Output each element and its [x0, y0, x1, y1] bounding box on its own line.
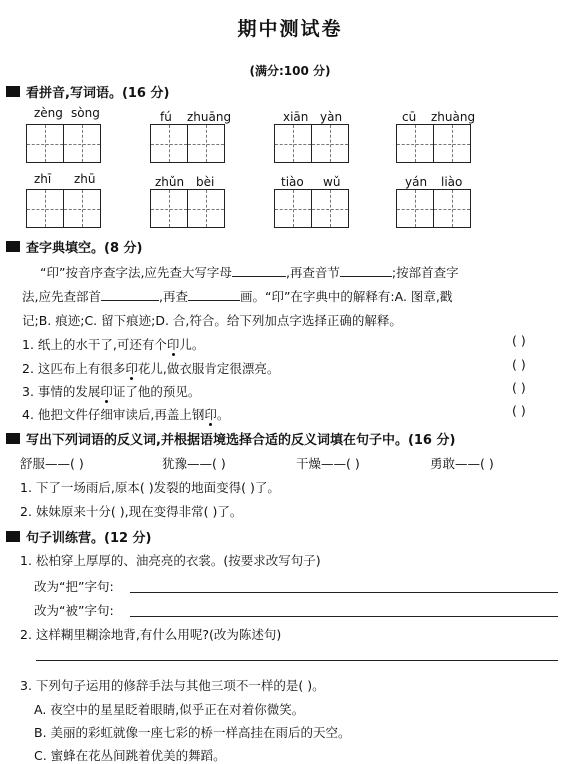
- answer-line[interactable]: [130, 616, 558, 617]
- writing-grid[interactable]: [274, 124, 349, 163]
- pinyin-text: bèi: [196, 175, 215, 189]
- answer-paren[interactable]: ( ): [512, 333, 526, 348]
- writing-grid[interactable]: [150, 189, 225, 228]
- section-1-title: 看拼音,写词语。(16 分): [26, 86, 170, 101]
- antonym-sentence-1[interactable]: 1. 下了一场雨后,原本( )发裂的地面变得( )了。: [20, 480, 280, 495]
- section-marker-icon: [6, 241, 20, 252]
- section-marker-icon: [6, 433, 20, 444]
- section-4-heading: [6, 527, 152, 546]
- answer-blank[interactable]: [101, 300, 159, 301]
- pinyin-text: zèng: [34, 106, 63, 120]
- antonym-word-2[interactable]: 犹豫——( ): [162, 456, 226, 471]
- pinyin-text: sòng: [71, 106, 100, 120]
- answer-line[interactable]: [36, 660, 558, 661]
- antonym-word-3[interactable]: 干燥——( ): [296, 456, 360, 471]
- antonym-sentence-2[interactable]: 2. 妹妹原来十分( ),现在变得非常( )了。: [20, 504, 243, 519]
- section-4-title: 句子训练营。(12 分): [26, 531, 152, 546]
- writing-grid[interactable]: [150, 124, 225, 163]
- option-a[interactable]: A. 夜空中的星星眨着眼睛,似乎正在对着你微笑。: [34, 702, 305, 717]
- pinyin-text: cū: [402, 110, 417, 124]
- pinyin-text: fú: [160, 110, 172, 124]
- writing-grid[interactable]: [396, 189, 471, 228]
- pinyin-text: liào: [441, 175, 463, 189]
- section-3-title: 写出下列词语的反义词,并根据语境选择合适的反义词填在句子中。(16 分): [26, 433, 456, 448]
- pinyin-text: wǔ: [323, 175, 341, 189]
- dict-question-2: 2. 这匹布上有很多印花儿,做衣服肯定很漂亮。: [22, 361, 280, 376]
- pinyin-text: zhuāng: [187, 110, 232, 124]
- section-3-heading: [6, 429, 455, 448]
- option-c[interactable]: C. 蜜蜂在花丛间跳着优美的舞蹈。: [34, 748, 226, 763]
- dict-question-3: 3. 事情的发展印证了他的预见。: [22, 384, 201, 399]
- pinyin-text: zhuàng: [431, 110, 476, 124]
- bei-sentence-label: 改为“被”字句:: [34, 603, 114, 618]
- answer-blank[interactable]: [340, 276, 392, 277]
- pinyin-text: yán: [405, 175, 428, 189]
- writing-grid[interactable]: [274, 189, 349, 228]
- answer-blank[interactable]: [188, 300, 240, 301]
- pinyin-text: zhī: [34, 172, 52, 186]
- antonym-word-1[interactable]: 舒服——( ): [20, 456, 84, 471]
- pinyin-text: xiān: [283, 110, 309, 124]
- writing-grid[interactable]: [26, 124, 101, 163]
- antonym-word-4[interactable]: 勇敢——( ): [430, 456, 494, 471]
- page-title: 期中测试卷: [237, 18, 343, 40]
- dict-question-4: 4. 他把文件仔细审读后,再盖上钢印。: [22, 407, 230, 422]
- answer-paren[interactable]: ( ): [512, 380, 526, 395]
- dict-paragraph-line-3: 记;B. 痕迹;C. 留下痕迹;D. 合,符合。给下列加点字选择正确的解释。: [22, 313, 402, 328]
- option-b[interactable]: B. 美丽的彩虹就像一座七彩的桥一样高挂在雨后的天空。: [34, 725, 351, 740]
- section-2-heading: [6, 237, 142, 256]
- pinyin-text: zhū: [74, 172, 96, 186]
- sentence-question-2: 2. 这样糊里糊涂地背,有什么用呢?(改为陈述句): [20, 627, 282, 642]
- writing-grid[interactable]: [26, 189, 101, 228]
- ba-sentence-label: 改为“把”字句:: [34, 579, 114, 594]
- dict-paragraph-line-1: “印”按音序查字法,应先查大写字母 ,再查音节 ;按部首查字: [40, 265, 459, 280]
- pinyin-text: yàn: [320, 110, 343, 124]
- section-marker-icon: [6, 531, 20, 542]
- section-1-heading: [6, 82, 169, 101]
- writing-grid[interactable]: [396, 124, 471, 163]
- dict-paragraph-line-2: 法,应先查部首 ,再查 画。“印”在字典中的解释有:A. 图章,戳: [22, 289, 453, 304]
- section-marker-icon: [6, 86, 20, 97]
- sentence-question-1: 1. 松柏穿上厚厚的、油亮亮的衣裳。(按要求改写句子): [20, 553, 321, 568]
- pinyin-text: zhǔn: [155, 175, 185, 189]
- pinyin-text: tiào: [281, 175, 304, 189]
- answer-paren[interactable]: ( ): [512, 403, 526, 418]
- section-2-title: 查字典填空。(8 分): [26, 241, 143, 256]
- dict-question-1: 1. 纸上的水干了,可还有个印儿。: [22, 337, 205, 352]
- score-note: (满分:100 分): [249, 64, 331, 78]
- answer-line[interactable]: [130, 592, 558, 593]
- answer-blank[interactable]: [232, 276, 286, 277]
- answer-paren[interactable]: ( ): [512, 357, 526, 372]
- sentence-question-3: 3. 下列句子运用的修辞手法与其他三项不一样的是( )。: [20, 678, 325, 693]
